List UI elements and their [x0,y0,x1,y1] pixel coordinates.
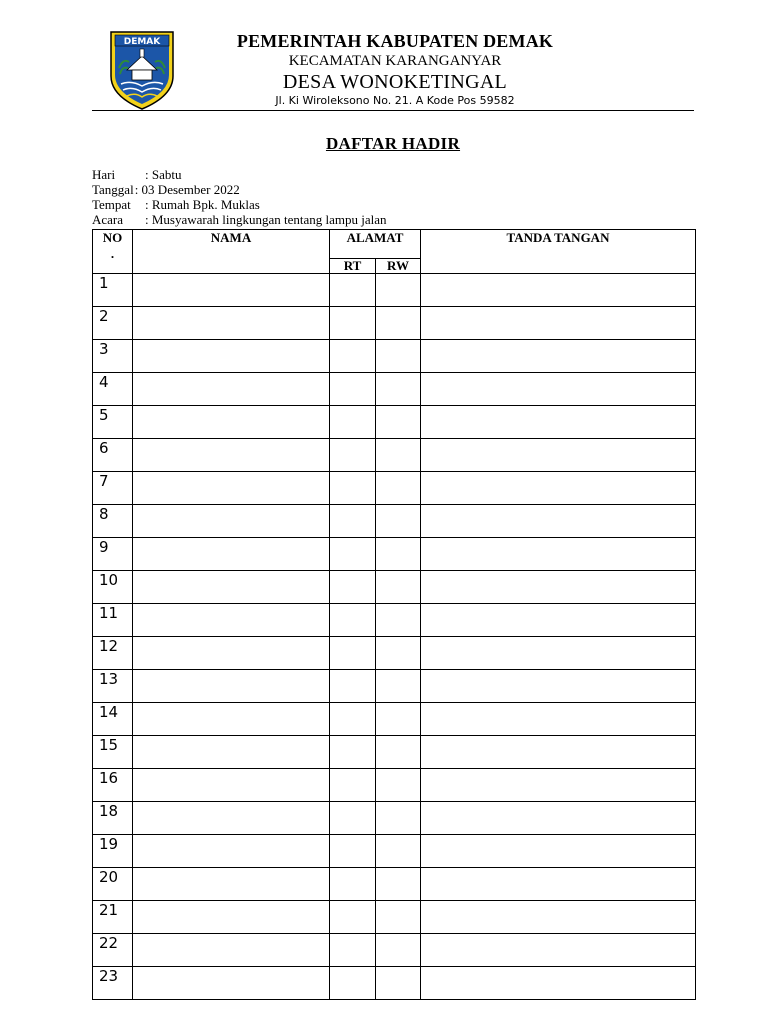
tanda-tangan-cell[interactable] [421,373,696,406]
tanda-tangan-cell[interactable] [421,901,696,934]
table-row [93,373,696,406]
nama-cell[interactable] [133,439,330,472]
rw-cell[interactable] [376,307,421,340]
table-row [93,406,696,439]
nama-cell[interactable] [133,340,330,373]
table-row [93,868,696,901]
row-number: 6 [93,439,133,472]
letterhead-line-village: DESA WONOKETINGAL [282,71,508,93]
col-header-rt: RT [330,259,376,274]
row-number: 11 [93,604,133,637]
nama-cell[interactable] [133,604,330,637]
tanda-tangan-cell[interactable] [421,802,696,835]
info-hari [92,167,181,182]
rw-cell[interactable] [376,901,421,934]
nama-cell[interactable] [133,406,330,439]
rw-cell[interactable] [376,538,421,571]
table-row [93,439,696,472]
info-acara [92,212,387,227]
tanda-tangan-cell[interactable] [421,406,696,439]
row-number: 15 [93,736,133,769]
col-header-no [93,230,133,274]
table-row [93,571,696,604]
letterhead-line-district: KECAMATAN KARANGANYAR [288,53,502,69]
nama-cell[interactable] [133,373,330,406]
table-row [93,604,696,637]
tanda-tangan-cell[interactable] [421,307,696,340]
row-number: 5 [93,406,133,439]
rt-cell[interactable] [330,802,376,835]
info-hari-label: Hari [92,167,116,182]
row-number: 14 [93,703,133,736]
table-row [93,274,696,307]
row-number: 7 [93,472,133,505]
rt-cell[interactable] [330,571,376,604]
table-header-row [93,230,696,259]
nama-cell[interactable] [133,571,330,604]
row-number: 1 [93,274,133,307]
nama-cell[interactable] [133,769,330,802]
info-tanggal [92,182,240,197]
logo-text: DEMAK [123,37,161,47]
tanda-tangan-cell[interactable] [421,703,696,736]
tanda-tangan-cell[interactable] [421,604,696,637]
rt-cell[interactable] [330,505,376,538]
rt-cell[interactable] [330,736,376,769]
table-row [93,769,696,802]
table-row [93,934,696,967]
rt-cell[interactable] [330,538,376,571]
nama-cell[interactable] [133,934,330,967]
table-row [93,802,696,835]
nama-cell[interactable] [133,802,330,835]
nama-cell[interactable] [133,505,330,538]
row-number: 18 [93,802,133,835]
info-tempat-label: Tempat [92,197,131,212]
nama-cell[interactable] [133,901,330,934]
table-row [93,307,696,340]
row-number: 19 [93,835,133,868]
rt-cell[interactable] [330,934,376,967]
tanda-tangan-cell[interactable] [421,571,696,604]
rt-cell[interactable] [330,604,376,637]
info-acara-value: : Musyawarah lingkungan tentang lampu jalan [145,212,387,227]
col-header-no-label: NO [102,230,123,245]
rt-cell[interactable] [330,307,376,340]
tanda-tangan-cell[interactable] [421,637,696,670]
tanda-tangan-cell[interactable] [421,670,696,703]
row-number: 23 [93,967,133,1000]
rt-cell[interactable] [330,967,376,1000]
letterhead-divider [92,110,694,111]
rt-cell[interactable] [330,901,376,934]
nama-cell[interactable] [133,736,330,769]
demak-regency-logo [107,30,177,110]
nama-cell[interactable] [133,670,330,703]
col-header-nama: NAMA [133,230,330,274]
rw-cell[interactable] [376,604,421,637]
tanda-tangan-cell[interactable] [421,769,696,802]
table-row [93,835,696,868]
row-number: 21 [93,901,133,934]
rw-cell[interactable] [376,340,421,373]
nama-cell[interactable] [133,703,330,736]
info-acara-label: Acara [92,212,124,227]
info-hari-value: : Sabtu [145,167,182,182]
letterhead-address: Jl. Ki Wiroleksono No. 21. A Kode Pos 59582 [275,94,515,107]
tanda-tangan-cell[interactable] [421,736,696,769]
nama-cell[interactable] [133,472,330,505]
tanda-tangan-cell[interactable] [421,868,696,901]
rw-cell[interactable] [376,637,421,670]
tanda-tangan-cell[interactable] [421,538,696,571]
row-number: 4 [93,373,133,406]
nama-cell[interactable] [133,967,330,1000]
rw-cell[interactable] [376,670,421,703]
col-header-no-dot: . [110,246,115,261]
rt-cell[interactable] [330,373,376,406]
rw-cell[interactable] [376,703,421,736]
nama-cell[interactable] [133,307,330,340]
tanda-tangan-cell[interactable] [421,967,696,1000]
info-tanggal-value: : 03 Desember 2022 [134,182,240,197]
rw-cell[interactable] [376,406,421,439]
tanda-tangan-cell[interactable] [421,835,696,868]
rt-cell[interactable] [330,835,376,868]
table-row [93,505,696,538]
tanda-tangan-cell[interactable] [421,505,696,538]
rw-cell[interactable] [376,934,421,967]
col-header-alamat: ALAMAT [330,230,421,259]
nama-cell[interactable] [133,538,330,571]
info-tempat-value: : Rumah Bpk. Muklas [145,197,260,212]
table-row [93,703,696,736]
rt-cell[interactable] [330,703,376,736]
table-row [93,670,696,703]
rw-cell[interactable] [376,967,421,1000]
row-number: 20 [93,868,133,901]
info-tanggal-label: Tanggal [92,182,134,197]
rt-cell[interactable] [330,274,376,307]
row-number: 12 [93,637,133,670]
rt-cell[interactable] [330,340,376,373]
rw-cell[interactable] [376,835,421,868]
table-row [93,967,696,1000]
nama-cell[interactable] [133,835,330,868]
attendance-table [92,229,696,1000]
rt-cell[interactable] [330,472,376,505]
rt-cell[interactable] [330,406,376,439]
row-number: 8 [93,505,133,538]
document-title: DAFTAR HADIR [325,134,461,153]
rw-cell[interactable] [376,505,421,538]
table-row [93,538,696,571]
demak-crest-icon [107,30,177,110]
rt-cell[interactable] [330,769,376,802]
rw-cell[interactable] [376,802,421,835]
rw-cell[interactable] [376,571,421,604]
rt-cell[interactable] [330,439,376,472]
rt-cell[interactable] [330,670,376,703]
rw-cell[interactable] [376,439,421,472]
rw-cell[interactable] [376,868,421,901]
tanda-tangan-cell[interactable] [421,439,696,472]
tanda-tangan-cell[interactable] [421,274,696,307]
rw-cell[interactable] [376,274,421,307]
nama-cell[interactable] [133,868,330,901]
row-number: 13 [93,670,133,703]
tanda-tangan-cell[interactable] [421,472,696,505]
rt-cell[interactable] [330,868,376,901]
table-row [93,637,696,670]
table-row [93,472,696,505]
col-header-rw: RW [376,259,421,274]
table-row [93,340,696,373]
letterhead-line-government: PEMERINTAH KABUPATEN DEMAK [236,31,554,51]
row-number: 9 [93,538,133,571]
row-number: 22 [93,934,133,967]
rw-cell[interactable] [376,472,421,505]
rw-cell[interactable] [376,736,421,769]
row-number: 3 [93,340,133,373]
tanda-tangan-cell[interactable] [421,340,696,373]
rw-cell[interactable] [376,373,421,406]
tanda-tangan-cell[interactable] [421,934,696,967]
rt-cell[interactable] [330,637,376,670]
table-row [93,736,696,769]
col-header-tanda-tangan: TANDA TANGAN [421,230,696,274]
row-number: 10 [93,571,133,604]
nama-cell[interactable] [133,637,330,670]
rw-cell[interactable] [376,769,421,802]
table-row [93,901,696,934]
row-number: 16 [93,769,133,802]
row-number: 2 [93,307,133,340]
info-tempat [92,197,260,212]
nama-cell[interactable] [133,274,330,307]
